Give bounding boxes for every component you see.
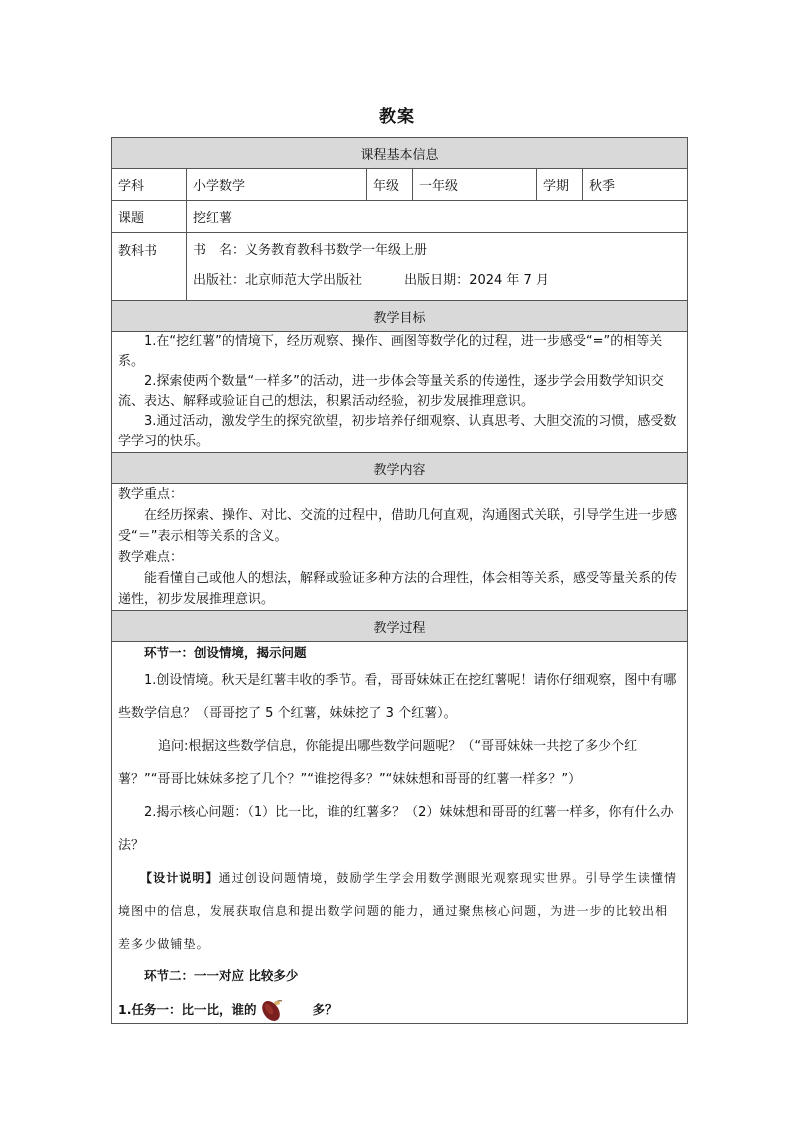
- objective-item: 2.探索使两个数量“一样多”的活动，进一步体会等量关系的传递性，逐步学会用数学知识交流、表达、解释或验证自己的想法，积累活动经验，初步发展推理意识。: [118, 374, 664, 409]
- content-body: [112, 484, 688, 611]
- design-note-text: 通过创设问题情境，鼓励学生学会用数学测眼光观察现实世界。引导学生读懂情境图中的信息，发展获取信息和提出数学问题的能力，通过聚焦核心问题，为进一步的比较出相差多少做铺垫。: [118, 871, 678, 951]
- subject-label: 学科: [112, 169, 187, 201]
- book-name-label: 书 名：: [193, 243, 246, 258]
- topic-value: 挖红薯: [187, 201, 688, 233]
- grade-value: 一年级: [413, 169, 537, 201]
- page-title: 教案: [379, 107, 415, 127]
- process-body: [112, 642, 688, 1024]
- key-point-label: 教学重点：: [118, 487, 184, 502]
- term-label: 学期: [537, 169, 583, 201]
- key-point-text: 在经历探索、操作、对比、交流的过程中，借助几何直观，沟通图式关联，引导学生进一步感受“＝”表示相等关系的含义。: [118, 508, 678, 544]
- section-content: 教学内容: [112, 453, 688, 484]
- process-paragraph: 追问:根据这些数学信息，你能提出哪些数学问题呢？（“哥哥妹妹一共挖了多少个红薯？”“哥哥比妹妹多挖了几个？”“谁挖得多？”“妹妹想和哥哥的红薯一样多？”）: [118, 739, 638, 787]
- task1-text-before: 1.任务一：比一比，谁的: [118, 1002, 257, 1017]
- pub-date-label: 出版日期：: [404, 273, 470, 288]
- sweet-potato-icon: [258, 997, 284, 1023]
- step1-title: 环节一：创设情境，揭示问题: [144, 645, 307, 660]
- publisher-label: 出版社：: [193, 273, 246, 288]
- lesson-plan-table: [111, 137, 688, 1024]
- objectives-body: [112, 332, 688, 453]
- objective-item: 3.通过活动，激发学生的探究欲望，初步培养仔细观察、认真思考、大胆交流的习惯，感受数学学习的快乐。: [118, 414, 677, 449]
- objective-item: 1.在“挖红薯”的情境下，经历观察、操作、画图等数学化的过程，进一步感受“=”的相等关系。: [118, 334, 663, 369]
- step2-title: 环节二：一一对应 比较多少: [144, 968, 299, 983]
- task1-text-after: 多？: [312, 1002, 338, 1017]
- book-name-value: 义务教育教科书数学一年级上册: [245, 243, 428, 258]
- task1-line: [118, 997, 681, 1023]
- design-note-label: 【设计说明】: [140, 871, 219, 885]
- difficulty-label: 教学难点：: [118, 550, 184, 565]
- design-note: [118, 862, 681, 961]
- textbook-label: 教科书: [112, 233, 187, 301]
- process-paragraph: 1.创设情境。秋天是红薯丰收的季节。看，哥哥妹妹正在挖红薯呢！请你仔细观察，图中有哪些数学信息？（哥哥挖了 5 个红薯，妹妹挖了 3 个红薯）。: [118, 673, 677, 721]
- section-objectives: 教学目标: [112, 301, 688, 332]
- publisher-value: 北京师范大学出版社: [245, 273, 363, 288]
- process-paragraph: 2.揭示核心问题：（1）比一比，谁的红薯多？（2）妹妹想和哥哥的红薯一样多，你有什么办法？: [118, 805, 674, 853]
- section-basic-info: 课程基本信息: [112, 138, 688, 169]
- book-name-line: [193, 239, 681, 258]
- section-process: 教学过程: [112, 611, 688, 642]
- subject-value: 小学数学: [187, 169, 367, 201]
- pub-date-value: 2024 年 7 月: [469, 273, 549, 288]
- term-value: 秋季: [583, 169, 688, 201]
- publisher-line: [193, 269, 681, 288]
- grade-label: 年级: [367, 169, 413, 201]
- textbook-info: [187, 233, 688, 301]
- difficulty-text: 能看懂自己或他人的想法，解释或验证多种方法的合理性，体会相等关系，感受等量关系的传递性，初步发展推理意识。: [118, 571, 678, 607]
- topic-label: 课题: [112, 201, 187, 233]
